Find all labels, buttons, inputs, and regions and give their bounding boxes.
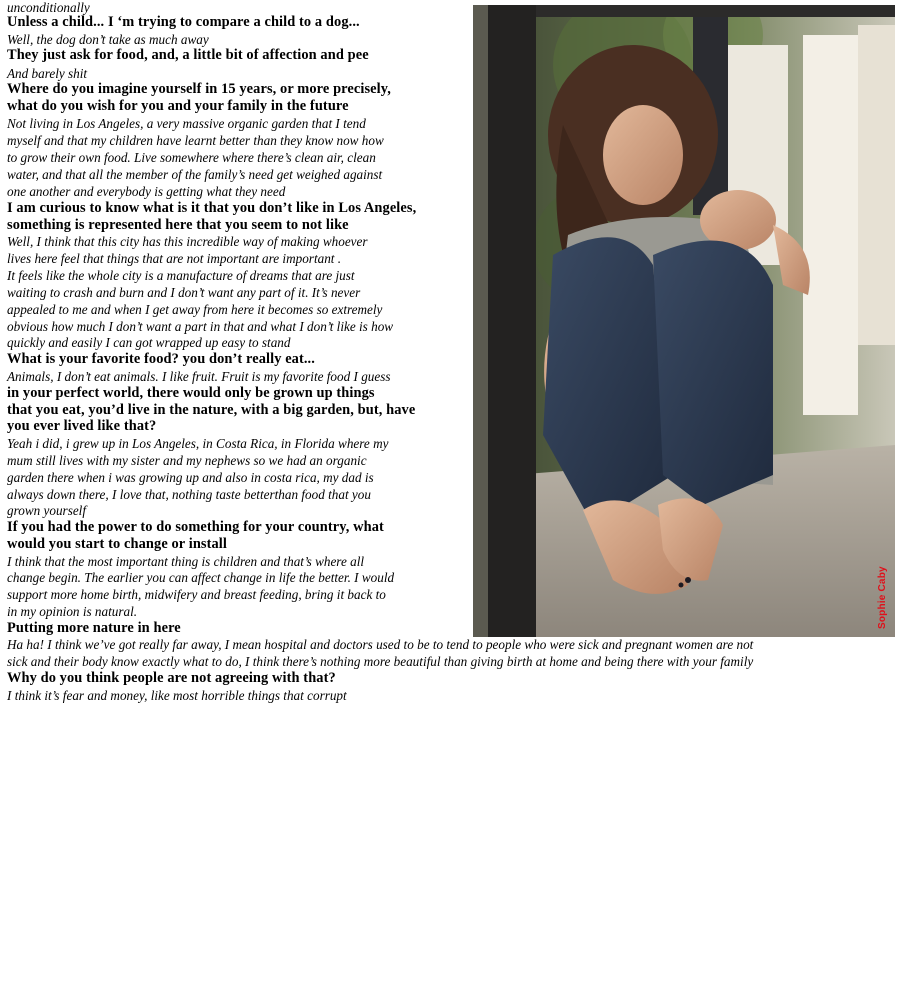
answer-line: Animals, I don’t eat animals. I like fruit. Fruit is my favorite food I guess (7, 369, 391, 384)
answer-line: quickly and easily I can got wrapped up easy to stand (7, 335, 291, 350)
answer-line: I think that the most important thing is children and that’s where all (7, 554, 365, 569)
question-line: I am curious to know what is it that you don’t like in Los Angeles, (7, 200, 417, 216)
question-line: that you eat, you’d live in the nature, with a big garden, but, have (7, 402, 416, 418)
answer-line: change begin. The earlier you can affect change in life the better. I would (7, 570, 395, 585)
answer-line: sick and their body know exactly what to do, I think there’s nothing more beautiful than giving birth at home and being there with your family (7, 654, 754, 669)
answer-line: Well, I think that this city has this incredible way of making whoever (7, 234, 368, 249)
answer-line: myself and that my children have learnt better than they know now how (7, 133, 384, 148)
answer-line: in my opinion is natural. (7, 604, 138, 619)
answer-line: And barely shit (7, 66, 88, 81)
answer-line: Yeah i did, i grew up in Los Angeles, in Costa Rica, in Florida where my (7, 436, 389, 451)
question-line: What is your favorite food? you don’t really eat... (7, 351, 315, 367)
answer-line: mum still lives with my sister and my nephews so we had an organic (7, 453, 367, 468)
answer-line: to grow their own food. Live somewhere where there’s clean air, clean (7, 150, 376, 165)
answer-line: always down there, I love that, nothing taste betterthan food that you (7, 487, 371, 502)
answer-line: Not living in Los Angeles, a very massive organic garden that I tend (7, 116, 366, 131)
question-line: They just ask for food, and, a little bit of affection and pee (7, 47, 369, 63)
portrait-photo (473, 5, 895, 637)
question-line: Unless a child... I ‘m trying to compare a child to a dog... (7, 14, 360, 30)
photo-credit: Sophie Caby (877, 566, 888, 629)
question-line: Where do you imagine yourself in 15 years, or more precisely, (7, 81, 391, 97)
answer-line: waiting to crash and burn and I don’t want any part of it. It’s never (7, 285, 361, 300)
answer-line: garden there when i was growing up and also in costa rica, my dad is (7, 470, 374, 485)
answer-line: appealed to me and when I get away from here it becomes so extremely (7, 302, 383, 317)
answer-line: Ha ha! I think we’ve got really far away, I mean hospital and doctors used to be to tend to people who were sick and pregnant women are not (7, 637, 754, 652)
answer-line: one another and everybody is getting what they need (7, 184, 286, 199)
answer-line: obvious how much I don’t want a part in that and what I don’t like is how (7, 319, 394, 334)
question-line: would you start to change or install (7, 536, 228, 552)
question-line: in your perfect world, there would only be grown up things (7, 385, 375, 401)
answer-line: unconditionally (7, 0, 90, 15)
answer-line: water, and that all the member of the family’s need get weighed against (7, 167, 383, 182)
question-line: you ever lived like that? (7, 418, 157, 434)
answer-line: It feels like the whole city is a manufacture of dreams that are just (7, 268, 355, 283)
answer-line: lives here feel that things that are not important are important . (7, 251, 342, 266)
question-line: Why do you think people are not agreeing with that? (7, 670, 336, 686)
question-line: what do you wish for you and your family in the future (7, 98, 349, 114)
question-line: Putting more nature in here (7, 620, 181, 636)
portrait-image (473, 5, 895, 637)
answer-line: support more home birth, midwifery and breast feeding, bring it back to (7, 587, 386, 602)
answer-line: Well, the dog don’t take as much away (7, 32, 209, 47)
question-line: If you had the power to do something for your country, what (7, 519, 384, 535)
answer-line: I think it’s fear and money, like most horrible things that corrupt (7, 688, 347, 703)
question-line: something is represented here that you seem to not like (7, 217, 349, 233)
answer-line: grown yourself (7, 503, 87, 518)
